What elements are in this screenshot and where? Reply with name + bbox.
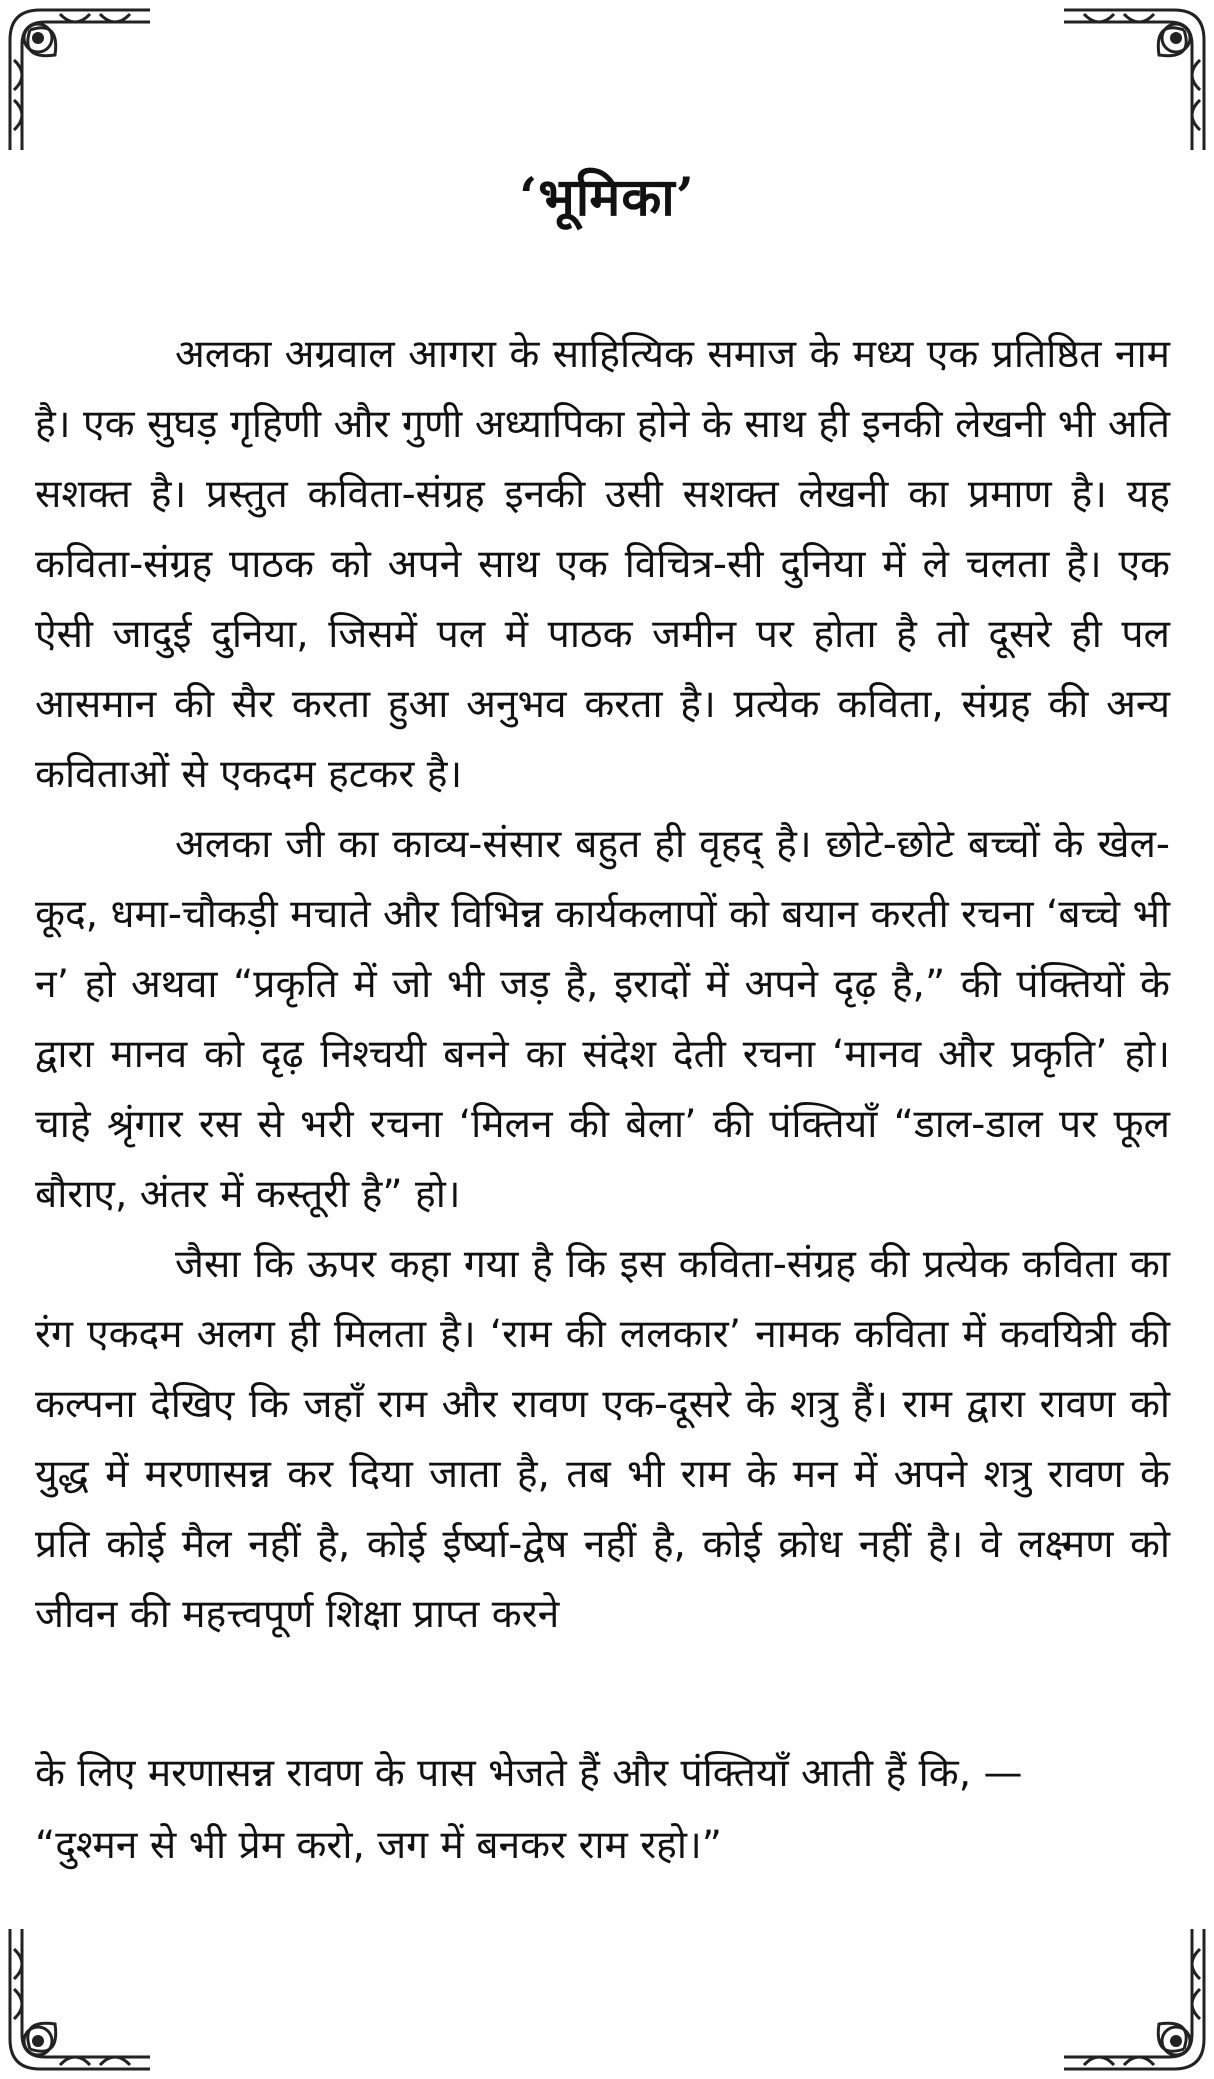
closing-line: के लिए मरणासन्न रावण के पास भेजते हैं और पंक्तियाँ आती हैं कि, — xyxy=(35,1751,1023,1796)
paragraph: अलका अग्रवाल आगरा के साहित्यिक समाज के मध्य एक प्रतिष्ठित नाम है। एक सुघड़ गृहिणी और गुणी अध्यापिका होने के साथ ही इनकी लेखनी भी अति सशक्त है। प्रस्तुत कविता-संग्रह इनकी उसी सशक्त लेखनी का प्रमाण है। यह कविता-संग्रह पाठक को अपने साथ एक विचित्र-सी दुनिया में ले चलता है। एक ऐसी जादुई दुनिया, जिसमें पल में पाठक जमीन पर होता है तो दूसरे ही पल आसमान की सैर करता हुआ अनुभव करता है। प्रत्येक कविता, संग्रह की अन्य कविताओं से एकदम हटकर है। xyxy=(35,332,1170,797)
corner-ornament-bottom-left xyxy=(0,1919,160,2079)
paragraph: जैसा कि ऊपर कहा गया है कि इस कविता-संग्रह की प्रत्येक कविता का रंग एकदम अलग ही मिलता है। ‘राम की ललकार’ नामक कविता में कवयित्री की कल्पना देखिए कि जहाँ राम और रावण एक-दूसरे के शत्रु हैं। राम द्वारा रावण को युद्ध में मरणासन्न कर दिया जाता है, तब भी राम के मन में अपने शत्रु रावण के प्रति कोई मैल नहीं है, कोई ईर्ष्या-द्वेष नहीं है, कोई क्रोध नहीं है। वे लक्ष्मण को जीवन की महत्त्वपूर्ण शिक्षा प्राप्त करने xyxy=(35,1242,1170,1637)
paragraph: अलका जी का काव्य-संसार बहुत ही वृहद् है। छोटे-छोटे बच्चों के खेल-कूद, धमा-चौकड़ी मचाते और विभिन्न कार्यकलापों को बयान करती रचना ‘बच्चे भी न’ हो अथवा “प्रकृति में जो भी जड़ है, इरादों में अपने दृढ़ है,” की पंक्तियों के द्वारा मानव को दृढ़ निश्चयी बनने का संदेश देती रचना ‘मानव और प्रकृति’ हो। चाहे श्रृंगार रस से भरी रचना ‘मिलन की बेला’ की पंक्तियाँ “डाल-डाल पर फूल बौराए, अंतर में कस्तूरी है” हो। xyxy=(35,822,1170,1217)
closing-lines xyxy=(35,1738,1170,1882)
body-text xyxy=(35,320,1170,1650)
corner-ornament-bottom-right xyxy=(1054,1919,1214,2079)
quoted-line: “दुश्मन से भी प्रेम करो, जग में बनकर राम रहो।” xyxy=(35,1823,722,1868)
page-title: ‘भूमिका’ xyxy=(519,167,695,228)
corner-ornament-top-left xyxy=(0,0,160,160)
corner-ornament-top-right xyxy=(1054,0,1214,160)
